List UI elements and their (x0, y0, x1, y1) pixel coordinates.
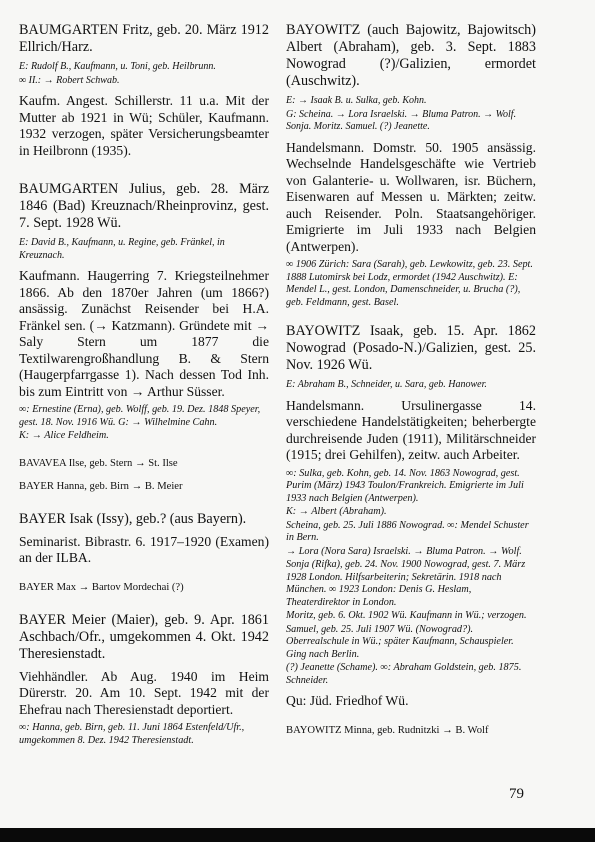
entry-baumgarten-fritz (19, 22, 269, 159)
entry-bayer-isak (19, 511, 269, 567)
child-note: Moritz, geb. 6. Okt. 1902 Wü. Kaufmann in Wü.; verzogen. (286, 610, 527, 621)
entry-body: Kaufmann. Haugerring 7. Kriegsteilnehmer 1866. Ab den 1870er Jahren (um 1866?) ansässig. Zunächst Reisender bei H.A. Fränkel sen. (→ Katzmann). Gründete mit → Saly Stern um 1877 die Textilwarengroßhandlung B. & Stern (Haugerpfarrgasse 1). Nach dessen Tod Inh. bis zum Eintritt von → Arthur Süsser. (19, 268, 269, 399)
genealogy-line: E: David B., Kaufmann, u. Regine, geb. Fränkel, in Kreuznach. (19, 237, 225, 261)
child-note: Scheina, geb. 25. Juli 1886 Nowograd. ∞: Mendel Schuster in Bern. (286, 519, 529, 543)
entry-heading: BAYOWITZ Isaak, geb. 15. Apr. 1862 Nowograd (Posado-N.)/Galizien, gest. 25. Nov. 1926 Wü. (286, 323, 536, 373)
entry-baumgarten-julius (19, 181, 269, 443)
page-number: 79 (509, 786, 524, 802)
genealogy-line: E: Rudolf B., Kaufmann, u. Toni, geb. Heilbrunn. (19, 61, 216, 72)
entry-heading: BAYOWITZ (auch Bajowitz, Bajowitsch) Albert (Abraham), geb. 3. Sept. 1883 Nowograd (?)/Galizien, ermordet (Auschwitz). (286, 22, 536, 89)
genealogy-line: E: → Isaak B. u. Sulka, geb. Kohn. (286, 95, 427, 106)
entry-body: Handelsmann. Domstr. 50. 1905 ansässig. Wechselnde Handelsgeschäfte wie Vertrieb von Galanterie- u. Wollwaren, isr. Büchern, Eisenwaren auf Messen u. Märkten; zeitw. auch Reisender. Poln. Staatsangehöriger. Emigrierte im Juli 1933 nach Belgien (Antwerpen). (286, 139, 536, 254)
entry-bayowitz-albert (286, 22, 536, 309)
genealogy-line: ∞ II.: → Robert Schwab. (19, 74, 120, 86)
right-column (286, 22, 536, 747)
child-note: → Lora (Nora Sara) Israelski. → Bluma Patron. → Wolf. (286, 545, 522, 557)
children-note: K: → Albert (Abraham). (286, 506, 387, 517)
entry-body: Viehhändler. Ab Aug. 1940 im Heim Dürerstr. 20. Am 10. Sept. 1942 mit der Ehefrau nach Theresienstadt deportiert. (19, 668, 269, 717)
spouse-note: ∞: Sulka, geb. Kohn, geb. 14. Nov. 1863 Nowograd, gest. Purim (März) 1943 Toulon/Frankreich. Emigrierte im Juli 1933 nach Belgien (Antwerpen). (286, 467, 524, 504)
spouse-note: ∞: Hanna, geb. Birn, geb. 11. Juni 1864 Estenfeld/Ufr., umgekommen 8. Dez. 1942 Theresienstadt. (19, 722, 245, 746)
spouse-note: ∞: Ernestine (Erna), geb. Wolff, geb. 19. Dez. 1848 Speyer, gest. 18. Nov. 1916 Wü. G: → Wilhelmine Cahn. (19, 404, 261, 428)
cross-reference: BAYER Max → Bartov Mordechai (?) (19, 581, 184, 593)
entry-heading: BAYER Meier (Maier), geb. 9. Apr. 1861 Aschbach/Ofr., umgekommen 4. Okt. 1942 Theresienstadt. (19, 611, 269, 662)
entry-heading: BAUMGARTEN Julius, geb. 28. März 1846 (Bad) Kreuznach/Rheinprovinz, gest. 7. Sept. 1928 Wü. (19, 181, 269, 231)
cross-reference: BAYER Hanna, geb. Birn → B. Meier (19, 480, 183, 492)
spouse-note: ∞ 1906 Zürich: Sara (Sarah), geb. Lewkowitz, geb. 23. Sept. 1888 Lutomirsk bei Lodz, ermordet (1942 Auschwitz). E: Mendel L., gest. London, Damenschneider, u. Brucha (?), geb. Feldmann, gest. Basel. (286, 259, 533, 308)
genealogy-line: E: Abraham B., Schneider, u. Sara, geb. Hanower. (286, 379, 487, 390)
scan-edge-bar (0, 828, 595, 842)
entry-heading: BAUMGARTEN Fritz, geb. 20. März 1912 Ellrich/Harz. (19, 22, 269, 55)
genealogy-line: G: Scheina. → Lora Israelski. → Bluma Patron. → Wolf. Sonja. Moritz. Samuel. (?) Jeanette. (286, 108, 517, 132)
child-note: Samuel, geb. 25. Juli 1907 Wü. (Nowograd?). Oberrealschule in Wü.; später Kaufmann, Schauspieler. Ging nach Berlin. (286, 623, 514, 660)
entry-heading: BAYER Isak (Issy), geb.? (aus Bayern). (19, 510, 247, 527)
entry-bayowitz-isaak (286, 323, 536, 710)
child-note: Sonja (Rifka), geb. 24. Nov. 1900 Nowograd, gest. 7. März 1928 London. Hilfsarbeiterin; Sekretärin. 1918 nach München. ∞ 1923 London: Denis G. Heslam, Theaterdirektor in London. (286, 559, 526, 608)
left-column (19, 22, 269, 761)
source-note: Qu: Jüd. Friedhof Wü. (286, 693, 409, 708)
entry-bayer-meier (19, 612, 269, 748)
cross-reference: BAVAVEA Ilse, geb. Stern → St. Ilse (19, 457, 178, 469)
child-note: (?) Jeanette (Schame). ∞: Abraham Goldstein, geb. 1875. Schneider. (286, 662, 522, 686)
cross-reference: BAYOWITZ Minna, geb. Rudnitzki → B. Wolf (286, 724, 489, 736)
entry-body: Seminarist. Bibrastr. 6. 1917–1920 (Examen) an der ILBA. (19, 533, 269, 565)
entry-body: Handelsmann. Ursulinergasse 14. verschiedene Handelstätigkeiten; beherbergte durchreisende Juden (1911), Militärschneider (1915; drei Gehilfen), zeitw. auch Arbeiter. (286, 397, 536, 462)
entry-body: Kaufm. Angest. Schillerstr. 11 u.a. Mit der Mutter ab 1921 in Wü; Schüler, Kaufmann. 1932 verzogen, später Versicherungsbeamter in Heilbronn (1935). (19, 93, 269, 158)
children-note: K: → Alice Feldheim. (19, 430, 109, 441)
